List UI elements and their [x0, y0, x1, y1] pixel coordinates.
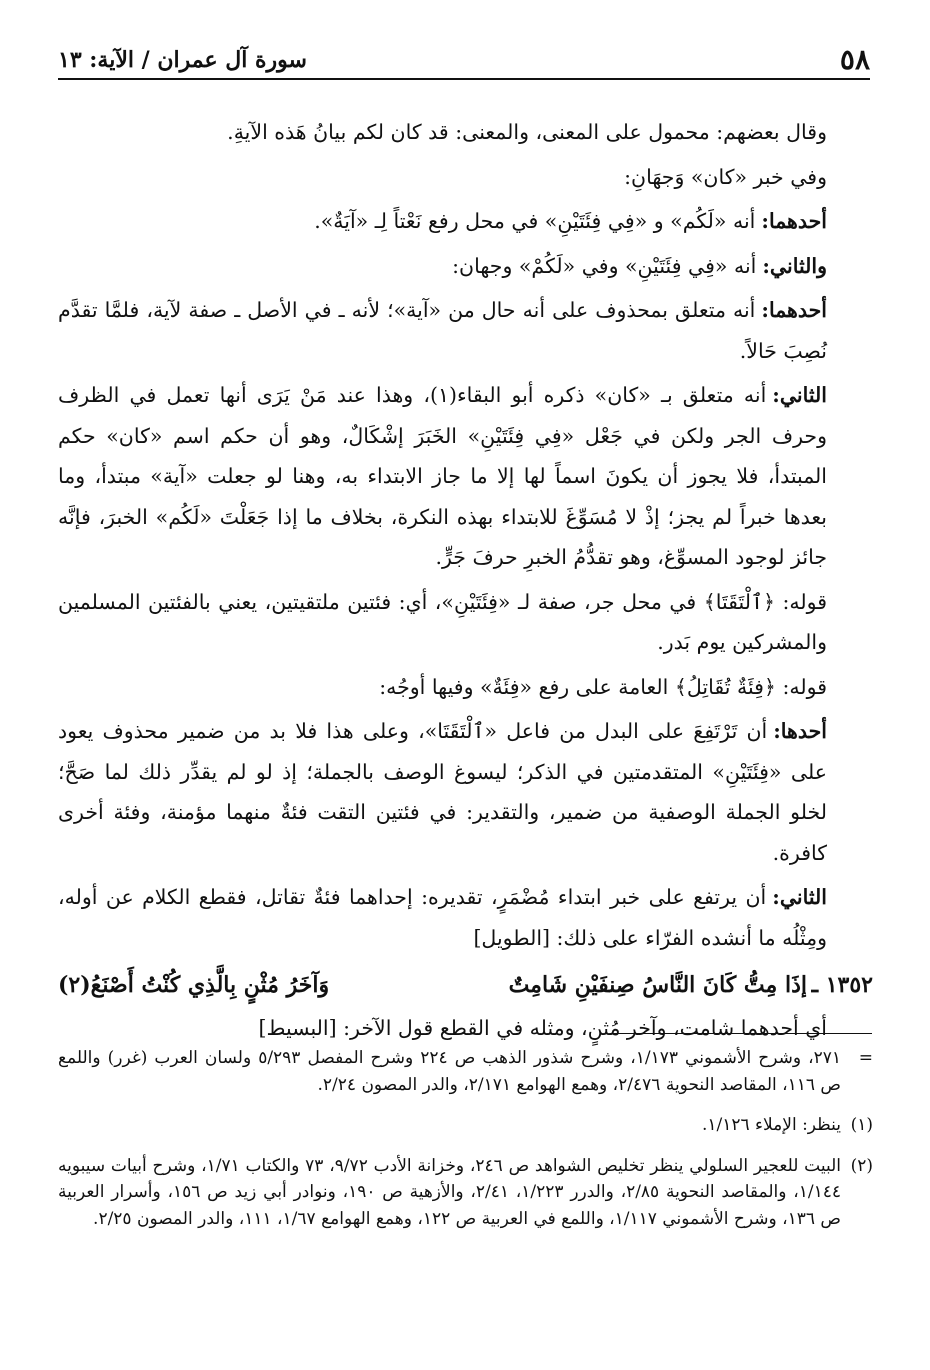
running-title: سورة آل عمران / الآية: ١٣ [58, 47, 307, 73]
paragraph-lead: أحدها: [773, 719, 827, 743]
paragraph-text: أن تَرْتَفِعَ على البدل من فاعل «ٱلْتَقَتَا»، وعلى هذا فلا بد من ضمير محذوف يعود على «فِئَتَيْنِ» المتقدمتين في الذكر؛ ليسوغ الوصف بالجملة؛ إذ لو لم يقدِّر ذلك لما صَحَّ؛ لخلو الجملة الوصفية من ضمير، والتقدير: في فئتين التقت فئةٌ منهما مؤمنة، وفئة أخرى كافرة. [58, 719, 827, 865]
paragraph [58, 112, 873, 153]
footnote-mark: (١) [850, 1115, 873, 1135]
paragraph [58, 201, 873, 242]
main-text [58, 112, 873, 1053]
paragraph-text: أنه «فِي فِئَتَيْنِ» وفي «لَكُمْ» وجهان: [452, 253, 757, 278]
footnote-text: ٢٧١، وشرح الأشموني ١/١٧٣، وشرح شذور الذهب ص ٢٢٤ وشرح المفصل ٥/٢٩٣ ولسان العرب (غرر) واللمع ص ١١٦، المقاصد النحوية ٢/٤٧٦، وهمع الهوامع ٢/١٧١، والدر المصون ٢/٢٤. [58, 1048, 841, 1095]
verse-second-hemistich: وَآخَرُ مُثْنٍ بِالَّذِي كُنْتُ أَصْنَعُ(٢) [58, 972, 330, 998]
header-rule [58, 78, 870, 80]
paragraph-text: أن يرتفع على خبر ابتداء مُضْمَرٍ، تقديره: إحداهما فئةٌ تقاتل، فقطع الكلام عن أوله، ومِثْلُه ما أنشده الفرّاء على ذلك: [الطويل] [58, 885, 827, 950]
paragraph [58, 582, 873, 663]
paragraph [58, 246, 873, 287]
footnotes [58, 1045, 873, 1246]
footnote-text: البيت للعجير السلولي ينظر تخليص الشواهد ص ٢٤٦، وخزانة الأدب ٩/٧٢، ٧٣ والكتاب ١/٧١، وشرح أبيات سيبويه ١/١٤٤، والمقاصد النحوية ٢/٨٥، والدرر ١/٢٢٣، ٢/٤١، والأزهية ص ١٩٠، ونوادر أبي زيد ص ١٥٦، وأسرار العربية ص ١٣٦، وشرح الأشموني ١/١١٧، واللمع في العربية ص ١٢٢، وهمع الهوامع ١/٦٧، ١١١، والدر المصون ٢/٢٥. [58, 1155, 842, 1229]
paragraph-text: قوله: ﴿فِئَةٌ تُقَاتِلُ﴾ العامة على رفع «فِئَةٌ» وفيها أوجُه: [379, 674, 827, 699]
page-number: ٥٨ [839, 43, 870, 76]
paragraph [58, 1008, 873, 1049]
verse-first-hemistich: إذَا مِتُّ كَانَ النَّاسُ صِنفَيْنِ شَامِتٌ [508, 972, 807, 998]
paragraph-text: أنه «لَكُم» و «فِي فِئَتَيْنِ» في محل رفع نَعْتاً لِـ «آيَةٌ». [314, 209, 756, 233]
footnote-separator [610, 1033, 872, 1034]
paragraph [58, 290, 873, 371]
paragraph-text: أنه متعلق بمحذوف على أنه حال من «آية»؛ لأنه ـ في الأصل ـ صفة لآية، فلمَّا تقدَّم نُصِبَ حَالاً. [58, 298, 827, 363]
poetry-verse [58, 962, 873, 1008]
paragraph-lead: الثاني: [772, 885, 827, 909]
paragraph [58, 711, 873, 873]
footnote-mark: (٢) [850, 1155, 873, 1176]
paragraph [58, 877, 873, 958]
paragraph-lead: أحدهما: [761, 209, 827, 233]
paragraph-lead: أحدهما: [761, 298, 827, 322]
paragraph-text: وقال بعضهم: محمول على المعنى، والمعنى: قد كان لكم بيانُ هَذه الآيةِ. [227, 120, 827, 144]
paragraph [58, 667, 873, 708]
paragraph-lead: الثاني: [772, 383, 827, 407]
paragraph-text: قوله: ﴿ٱلْتَقَتَا﴾ في محل جر، صفة لـ «فِئَتَيْنِ»، أي: فئتين ملتقيتين، يعني بالفئتين المسلمين والمشركين يوم بَدر. [58, 589, 827, 654]
page-header [58, 40, 870, 80]
paragraph [58, 157, 873, 198]
footnote [58, 1045, 873, 1098]
footnote [58, 1112, 873, 1139]
verse-number: ١٣٥٢ ـ [811, 972, 873, 998]
footnote [58, 1153, 873, 1233]
paragraph-text: أنه متعلق بـ «كان» ذكره أبو البقاء(١)، وهذا عند مَنْ يَرَى أنها تعمل في الظرف وحرف الجر ولكن في جَعْل «فِي فِئَتَيْنِ» الخَبَرَ إشْكَالٌ، وهو أن حكم اسم «كان» حكم المبتدأ، فلا يجوز أن يكونَ اسماً لها إلا ما جاز الابتداء به، وهنا لو جعلت «آية» مبتدأ، وما بعدها خبراً لم يجز؛ إذْ لا مُسَوِّغَ للابتداء بهذه النكرة، بخلاف ما إذا جَعَلْتَ «لَكُم» الخبرَ، فإنَّه جائز لوجود المسوِّغ، وهو تقدُّمُ الخبرِ حرفَ جَرٍّ. [58, 383, 827, 569]
paragraph-text: أي أحدهما شامت، وآخر مُثنٍ، ومثله في القطع قول الآخر: [البسيط] [258, 1016, 827, 1040]
footnote-mark: = [858, 1048, 873, 1068]
footnote-text: ينظر: الإملاء ١/١٢٦. [701, 1115, 841, 1135]
paragraph [58, 375, 873, 578]
paragraph-lead: والثاني: [762, 253, 827, 278]
paragraph-text: وفي خبر «كان» وَجهَانِ: [624, 164, 827, 189]
